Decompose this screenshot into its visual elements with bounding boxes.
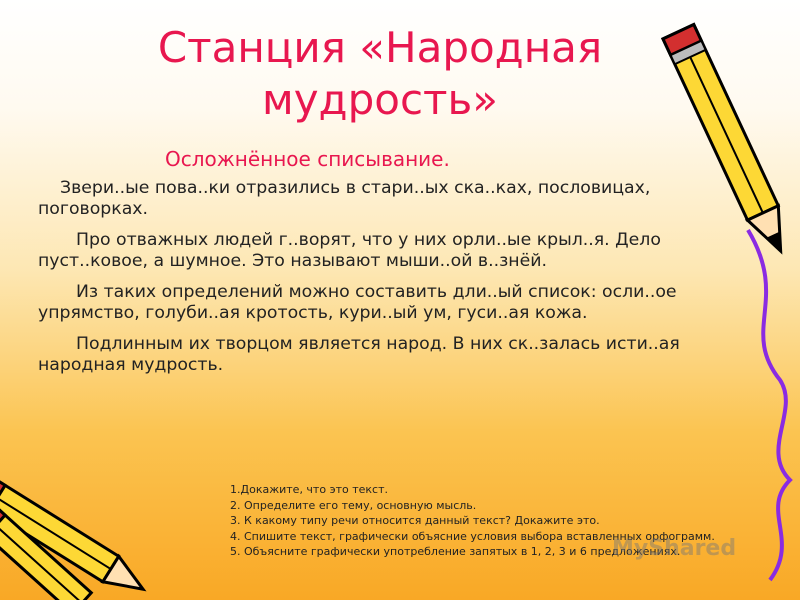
exercise-text <box>38 178 688 386</box>
exercise-paragraph-2: Про отважных людей г..ворят, что у них орли..ые крыл..я. Дело пуст..ковое, а шумное. Это называют мыши..ой в..знёй. <box>38 230 661 271</box>
exercise-paragraph-4: Подлинным их творцом является народ. В них ск..залась исти..ая народная мудрость. <box>38 334 680 375</box>
exercise-paragraph-3: Из таких определений можно составить дли..ый список: осли..ое упрямство, голуби..ая кротость, кури..ый ум, гуси..ая кожа. <box>38 282 677 323</box>
slide-title: Станция «Народная мудрость» <box>157 23 603 124</box>
slide-subtitle: Осложнённое списывание. <box>165 147 450 171</box>
task-item: 1.Докажите, что это текст. <box>230 483 389 496</box>
task-item: 3. К какому типу речи относится данный текст? Докажите это. <box>230 514 600 527</box>
task-item: 5. Объясните графически употребление запятых в 1, 2, 3 и 6 предложениях. <box>230 545 681 558</box>
task-item: 2. Определите его тему, основную мысль. <box>230 498 477 512</box>
task-item: 4. Спишите текст, графически объясние условия выбора вставленных орфограмм. <box>230 529 715 543</box>
exercise-paragraph-1: Звери..ые пова..ки отразились в стари..ых ска..ках, пословицах, поговорках. <box>38 178 651 219</box>
watermark: MyShared <box>612 536 737 561</box>
